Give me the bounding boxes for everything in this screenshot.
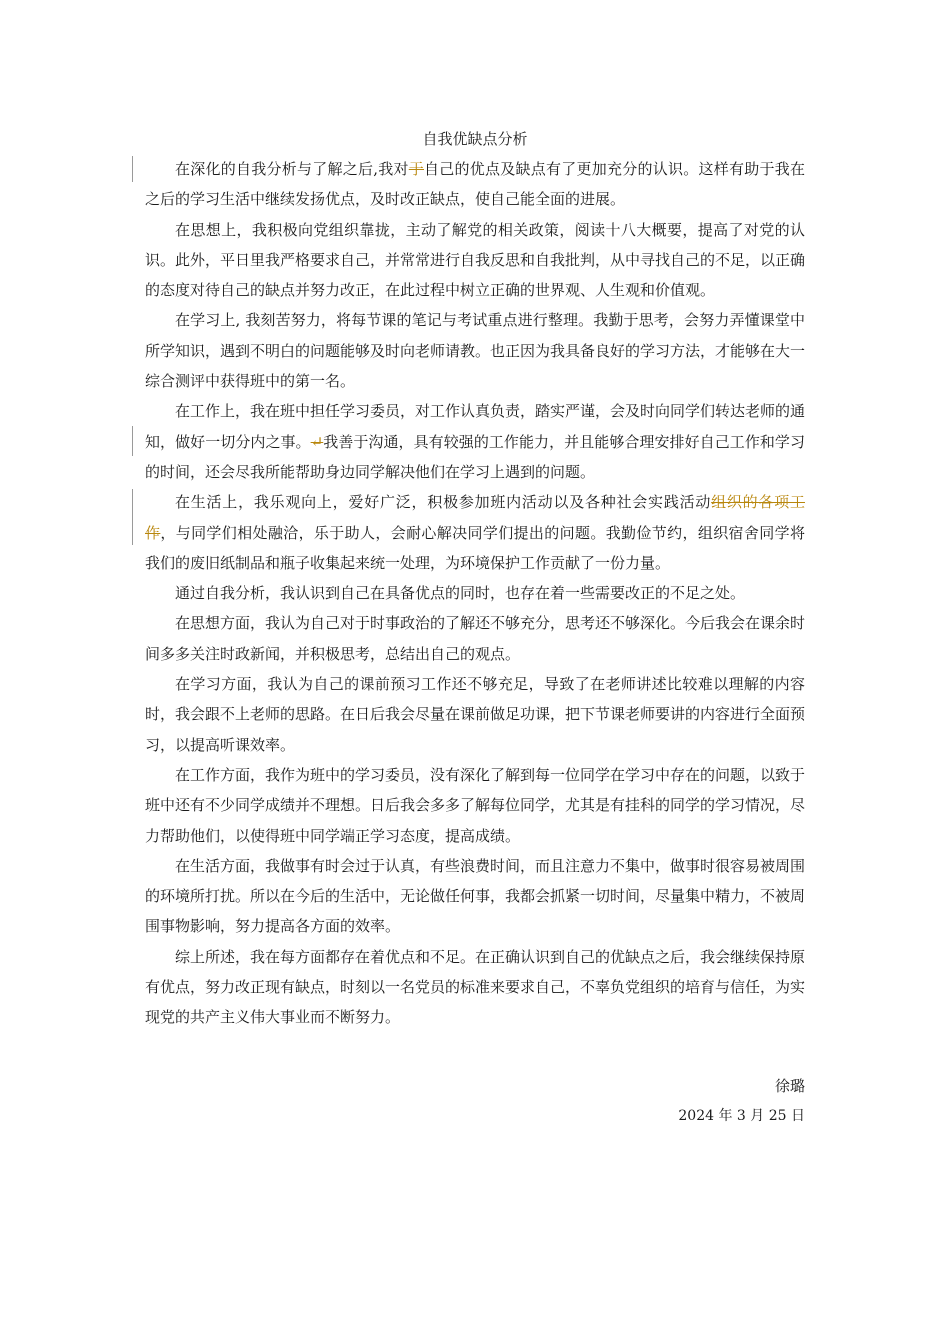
date: 2024 年 3 月 25 日 bbox=[678, 1107, 805, 1124]
document-page bbox=[145, 124, 805, 1131]
signature: 徐璐 bbox=[774, 1076, 805, 1095]
paragraph-life: 在生活上，我乐观向上，爱好广泛，积极参加班内活动以及各种社会实践活动组织的各项工作，与同学们相处融洽，乐于助人，会耐心解决同学们提出的问题。我勤俭节约，组织宿舍同学将我们的废旧纸制品和瓶子收集起来统一处理，为环境保护工作贡献了一份力量。 bbox=[145, 487, 805, 578]
change-bar bbox=[132, 489, 133, 545]
paragraph-conclusion: 综上所述，我在每方面都存在着优点和不足。在正确认识到自己的优缺点之后，我会继续保持原有优点，努力改正现有缺点，时刻以一名党员的标准来要求自己，不辜负党组织的培育与信任，为实现党的共产主义伟大事业而不断努力。 bbox=[145, 947, 806, 1027]
paragraph-work: 在工作上，我在班中担任学习委员，对工作认真负责，踏实严谨，会及时向同学们转达老师的通知，做好一切分内之事。↵我善于沟通，具有较强的工作能力，并且能够合理安排好自己工作和学习的时间，还会尽我所能帮助身边同学解决他们在学习上遇到的问题。 bbox=[145, 396, 805, 487]
deleted-text: ↵ bbox=[310, 432, 324, 451]
paragraph-thought-shortcoming: 在思想方面，我认为自己对于时事政治的了解还不够充分，思考还不够深化。今后我会在课余时间多多关注时政新闻，并积极思考，总结出自己的观点。 bbox=[145, 614, 806, 663]
paragraph-study: 在学习上, 我刻苦努力，将每节课的笔记与考试重点进行整理。我勤于思考，会努力弄懂课堂中所学知识，遇到不明白的问题能够及时向老师请教。也正因为我具备良好的学习方法，才能够在大一综合测评中获得班中的第一名。 bbox=[145, 311, 806, 391]
change-bar bbox=[132, 426, 133, 456]
deleted-text: 于 bbox=[408, 160, 424, 178]
paragraph-life-shortcoming: 在生活方面，我做事有时会过于认真，有些浪费时间，而且注意力不集中，做事时很容易被周围的环境所打扰。所以在今后的生活中，无论做任何事，我都会抓紧一切时间，尽量集中精力，不被周围事物影响，努力提高各方面的效率。 bbox=[145, 856, 806, 936]
paragraph-self-analysis: 通过自我分析，我认识到自己在具备优点的同时，也存在着一些需要改正的不足之处。 bbox=[175, 584, 746, 603]
deleted-text: 组织的各项工作 bbox=[145, 493, 805, 542]
paragraph-intro: 在深化的自我分析与了解之后,我对于自己的优点及缺点有了更加充分的认识。这样有助于我在之后的学习生活中继续发扬优点，及时改正缺点，使自己能全面的进展。 bbox=[145, 154, 805, 215]
change-bar bbox=[132, 156, 133, 182]
paragraph-study-shortcoming: 在学习方面，我认为自己的课前预习工作还不够充足，导致了在老师讲述比较难以理解的内容时，我会跟不上老师的思路。在日后我会尽量在课前做足功课，把下节课老师要讲的内容进行全面预习，以提高听课效率。 bbox=[145, 675, 806, 754]
paragraph-work-shortcoming: 在工作方面，我作为班中的学习委员，没有深化了解到每一位同学在学习中存在的问题，以致于班中还有不少同学成绩并不理想。日后我会多多了解每位同学，尤其是有挂科的同学的学习情况，尽力帮助他们，以使得班中同学端正学习态度，提高成绩。 bbox=[145, 765, 806, 845]
paragraph-thought: 在思想上，我积极向党组织靠拢，主动了解党的相关政策，阅读十八大概要，提高了对党的认识。此外，平日里我严格要求自己，并常常进行自我反思和自我批判，从中寻找自己的不足，以正确的态度对待自己的缺点并努力改正，在此过程中树立正确的世界观、人生观和价值观。 bbox=[145, 220, 806, 300]
document-title: 自我优缺点分析 bbox=[422, 130, 528, 148]
